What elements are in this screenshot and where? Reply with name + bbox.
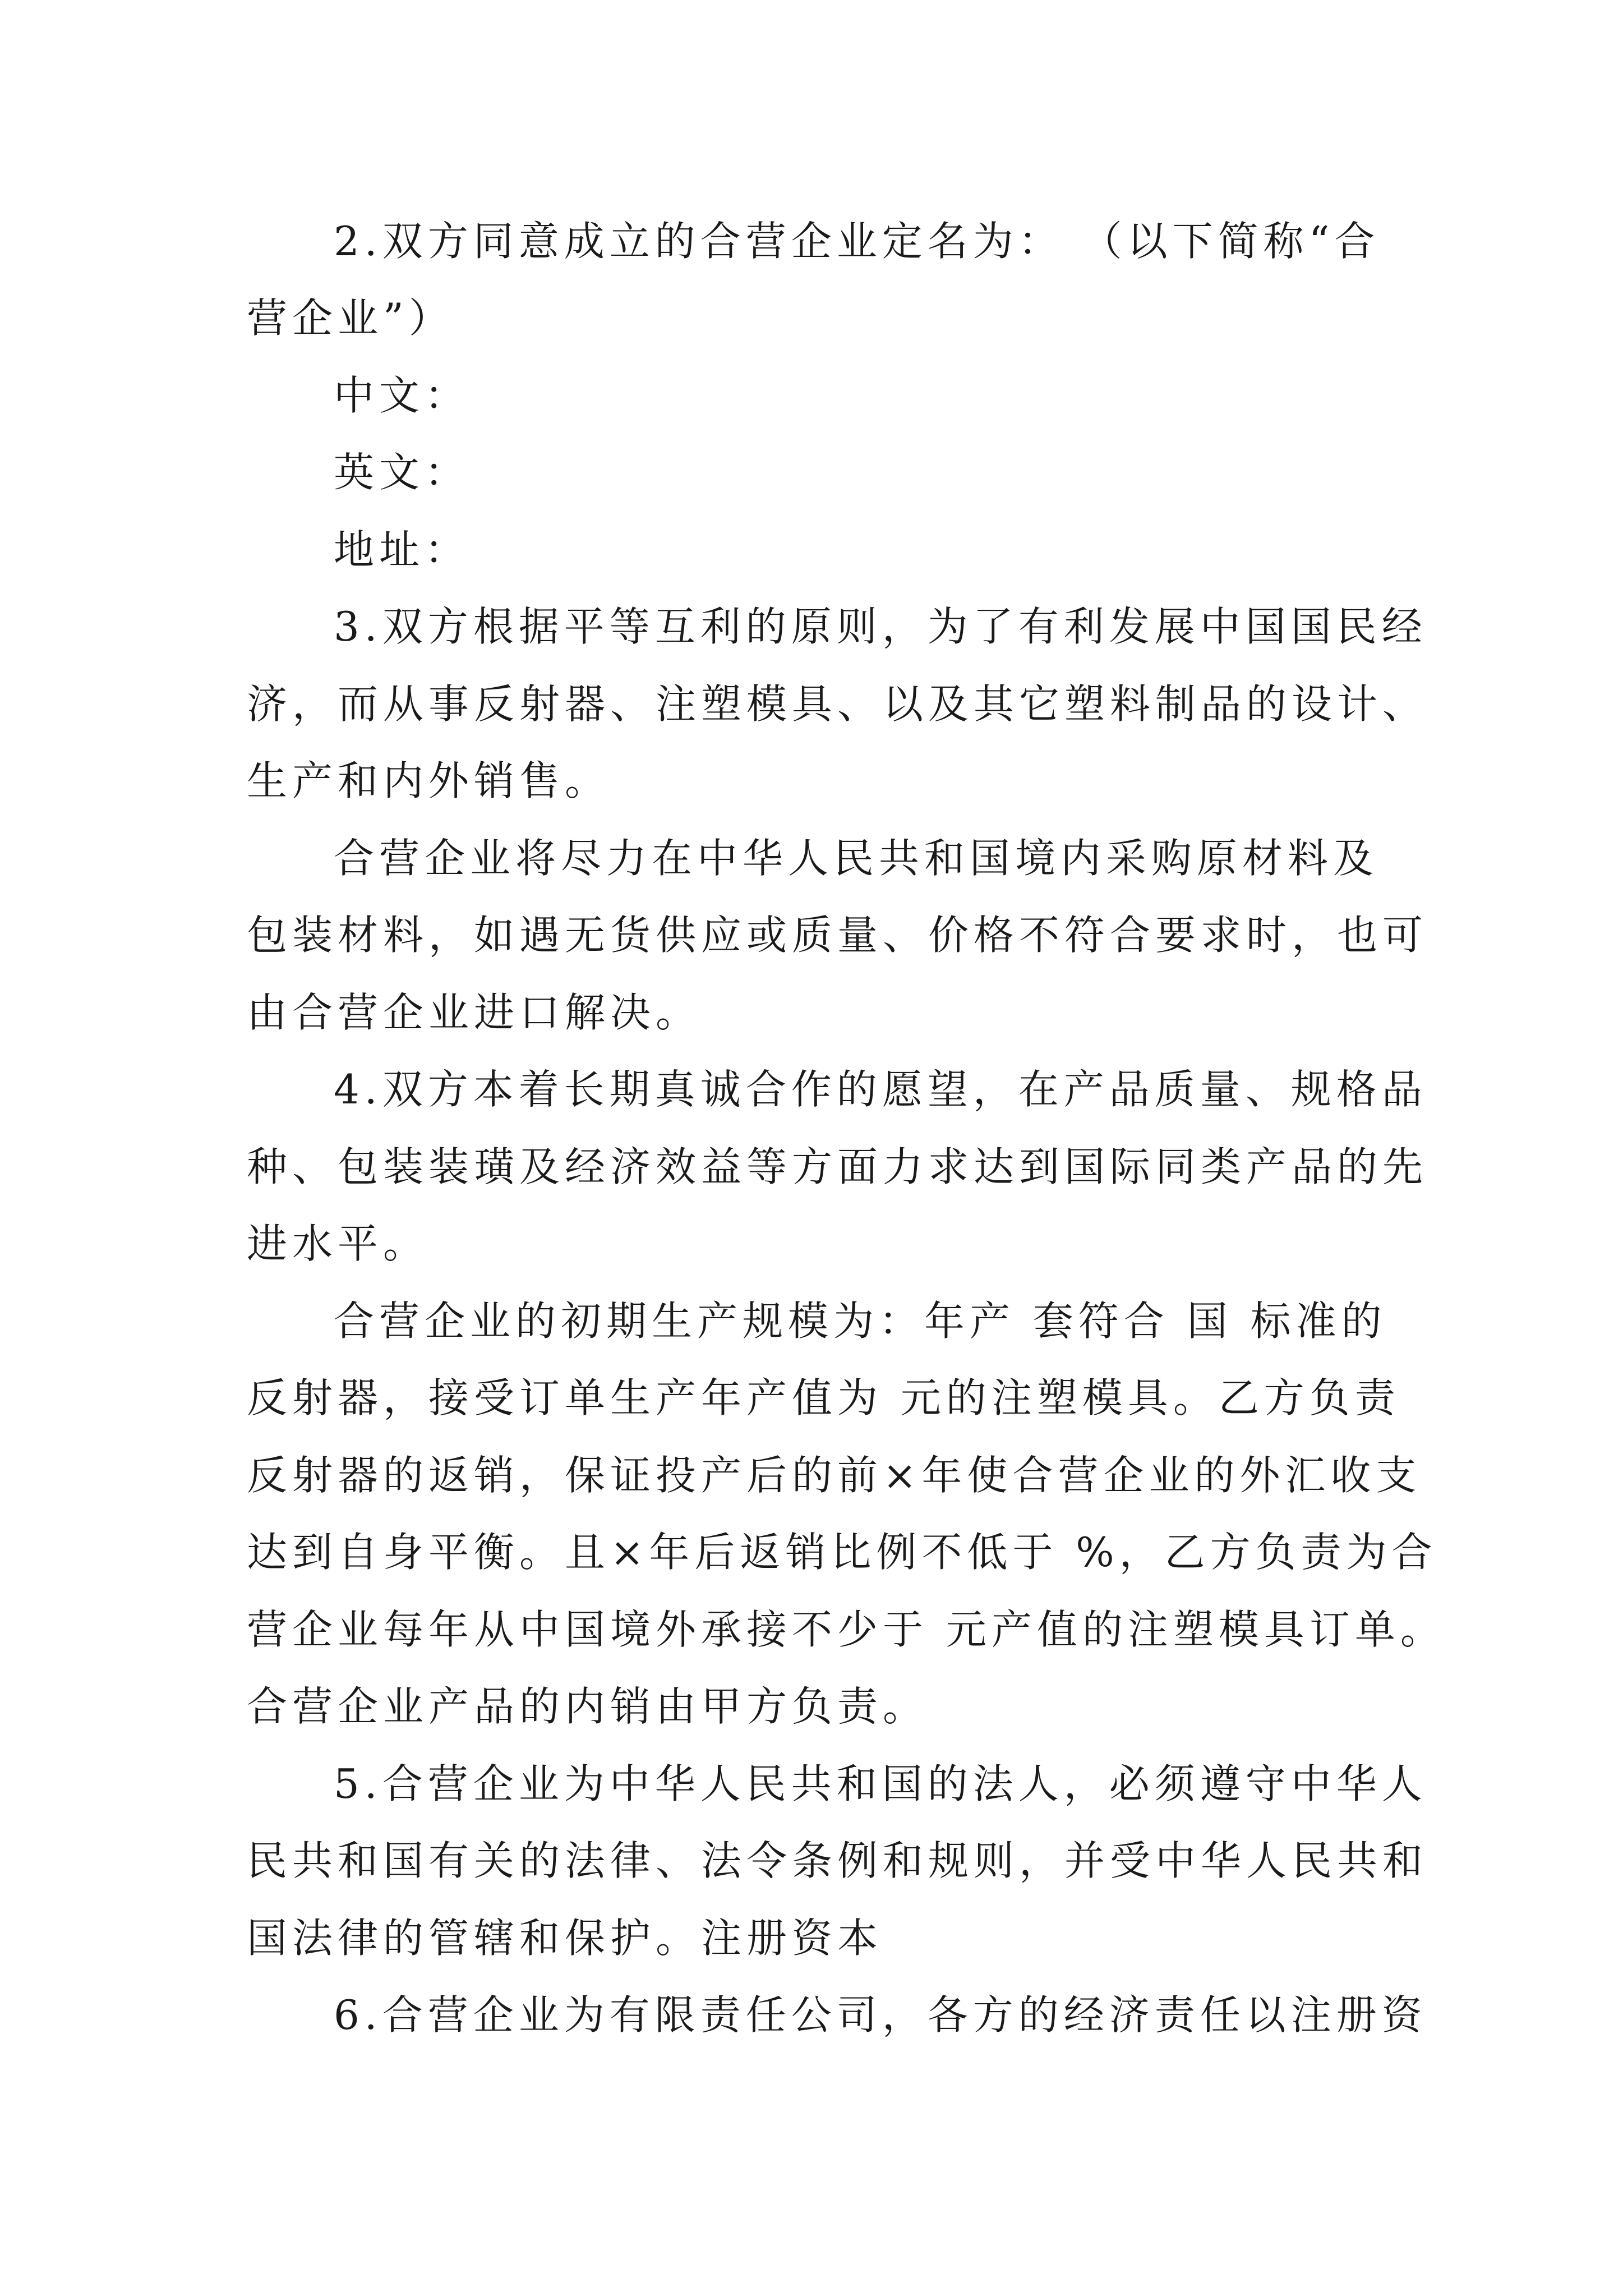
text-line: 4.双方本着长期真诚合作的愿望，在产品质量、规格品	[334, 1066, 1427, 1113]
text-line: 生产和内外销售。	[247, 757, 611, 804]
text-line: 营企业”）	[247, 295, 454, 342]
text-line: 合营企业的初期生产规模为：年产 套符合 国 标准的	[334, 1297, 1387, 1345]
text-line: 3.双方根据平等互利的原则，为了有利发展中国国民经	[334, 603, 1427, 650]
text-line: 中文：	[334, 372, 471, 419]
text-line: 合营企业将尽力在中华人民共和国境内采购原材料及	[334, 835, 1379, 882]
text-line: 达到自身平衡。且×年后返销比例不低于 %，乙方负责为合	[247, 1529, 1437, 1576]
text-line: 英文：	[334, 449, 471, 496]
text-line: 营企业每年从中国境外承接不少于 元产值的注塑模具订单。	[247, 1606, 1446, 1653]
text-line: 民共和国有关的法律、法令条例和规则，并受中华人民共和	[247, 1837, 1428, 1884]
text-line: 国法律的管辖和保护。注册资本	[247, 1915, 883, 1962]
text-line: 反射器，接受订单生产年产值为 元的注塑模具。乙方负责	[247, 1374, 1400, 1421]
text-line: 合营企业产品的内销由甲方负责。	[247, 1683, 929, 1730]
text-line: 包装材料，如遇无货供应或质量、价格不符合要求时，也可	[247, 912, 1428, 959]
text-line: 由合营企业进口解决。	[247, 989, 702, 1036]
text-line: 2.双方同意成立的合营企业定名为： （以下简称“合	[334, 218, 1380, 265]
text-line: 进水平。	[247, 1220, 429, 1267]
text-line: 种、包装装璜及经济效益等方面力求达到国际同类产品的先	[247, 1143, 1428, 1190]
text-line: 5.合营企业为中华人民共和国的法人，必须遵守中华人	[334, 1760, 1427, 1807]
text-line: 地址：	[334, 526, 471, 573]
text-line: 反射器的返销，保证投产后的前×年使合营企业的外汇收支	[247, 1452, 1422, 1499]
text-line: 济，而从事反射器、注塑模具、以及其它塑料制品的设计、	[247, 680, 1428, 728]
text-line: 6.合营企业为有限责任公司，各方的经济责任以注册资	[334, 1991, 1427, 2039]
